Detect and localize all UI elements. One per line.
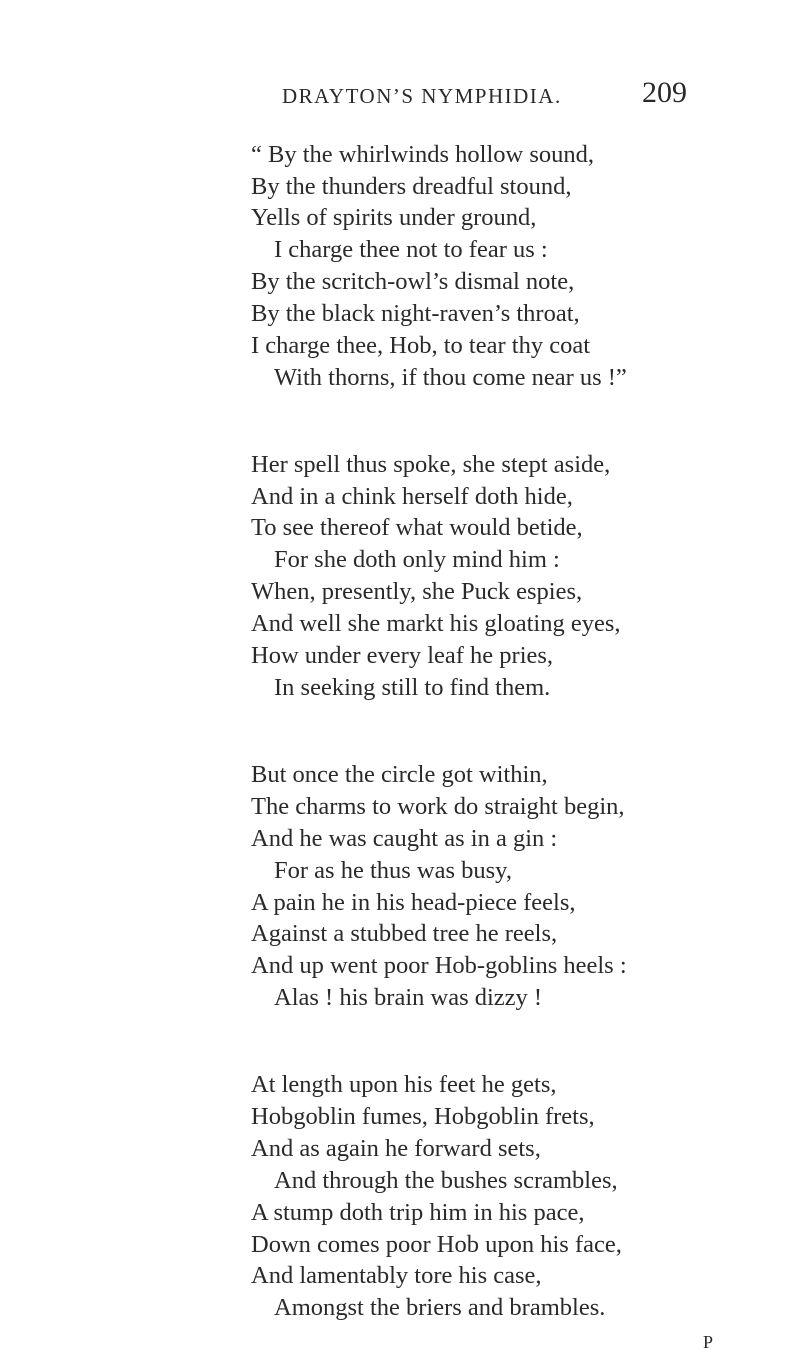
signature-mark: P	[703, 1332, 714, 1352]
verse-line: Yells of spirits under ground,	[251, 204, 537, 231]
verse-line: How under every leaf he pries,	[251, 642, 554, 669]
verse-line: And in a chink herself doth hide,	[251, 483, 573, 510]
verse-line: To see thereof what would betide,	[251, 514, 583, 541]
verse-line: And well she markt his gloating eyes,	[251, 610, 621, 637]
verse-line: A stump doth trip him in his pace,	[251, 1199, 585, 1226]
running-title: DRAYTON’S NYMPHIDIA.	[282, 84, 562, 108]
verse-line: The charms to work do straight begin,	[251, 793, 625, 820]
page-number: 209	[642, 76, 687, 109]
verse-line: By the thunders dreadful stound,	[251, 173, 572, 200]
verse-line: At length upon his feet he gets,	[251, 1071, 557, 1098]
verse-line: In seeking still to find them.	[274, 674, 551, 701]
verse-line: And lamentably tore his case,	[251, 1262, 542, 1289]
verse-line: Her spell thus spoke, she stept aside,	[251, 451, 611, 478]
verse-line: And he was caught as in a gin :	[251, 825, 558, 852]
verse-line: For she doth only mind him :	[274, 546, 560, 573]
verse-line: Amongst the briers and brambles.	[274, 1294, 606, 1321]
verse-line: And up went poor Hob-goblins heels :	[251, 952, 627, 979]
verse-line: And as again he forward sets,	[251, 1135, 541, 1162]
verse-line: I charge thee, Hob, to tear thy coat	[251, 332, 591, 359]
verse-line: When, presently, she Puck espies,	[251, 578, 583, 605]
verse-line: A pain he in his head-piece feels,	[251, 889, 576, 916]
verse-line: And through the bushes scrambles,	[274, 1167, 618, 1194]
verse-line: Against a stubbed tree he reels,	[251, 920, 558, 947]
verse-line: By the black night-raven’s throat,	[251, 300, 580, 327]
verse-line: “ By the whirlwinds hollow sound,	[251, 141, 594, 168]
verse-line: For as he thus was busy,	[274, 857, 512, 884]
verse-line: But once the circle got within,	[251, 761, 548, 788]
verse-line: I charge thee not to fear us :	[274, 236, 548, 263]
verse-line: With thorns, if thou come near us !”	[274, 364, 627, 391]
verse-line: Hobgoblin fumes, Hobgoblin frets,	[251, 1103, 595, 1130]
verse-line: Alas ! his brain was dizzy !	[274, 984, 543, 1011]
verse-line: Down comes poor Hob upon his face,	[251, 1231, 622, 1258]
verse-line: By the scritch-owl’s dismal note,	[251, 268, 575, 295]
